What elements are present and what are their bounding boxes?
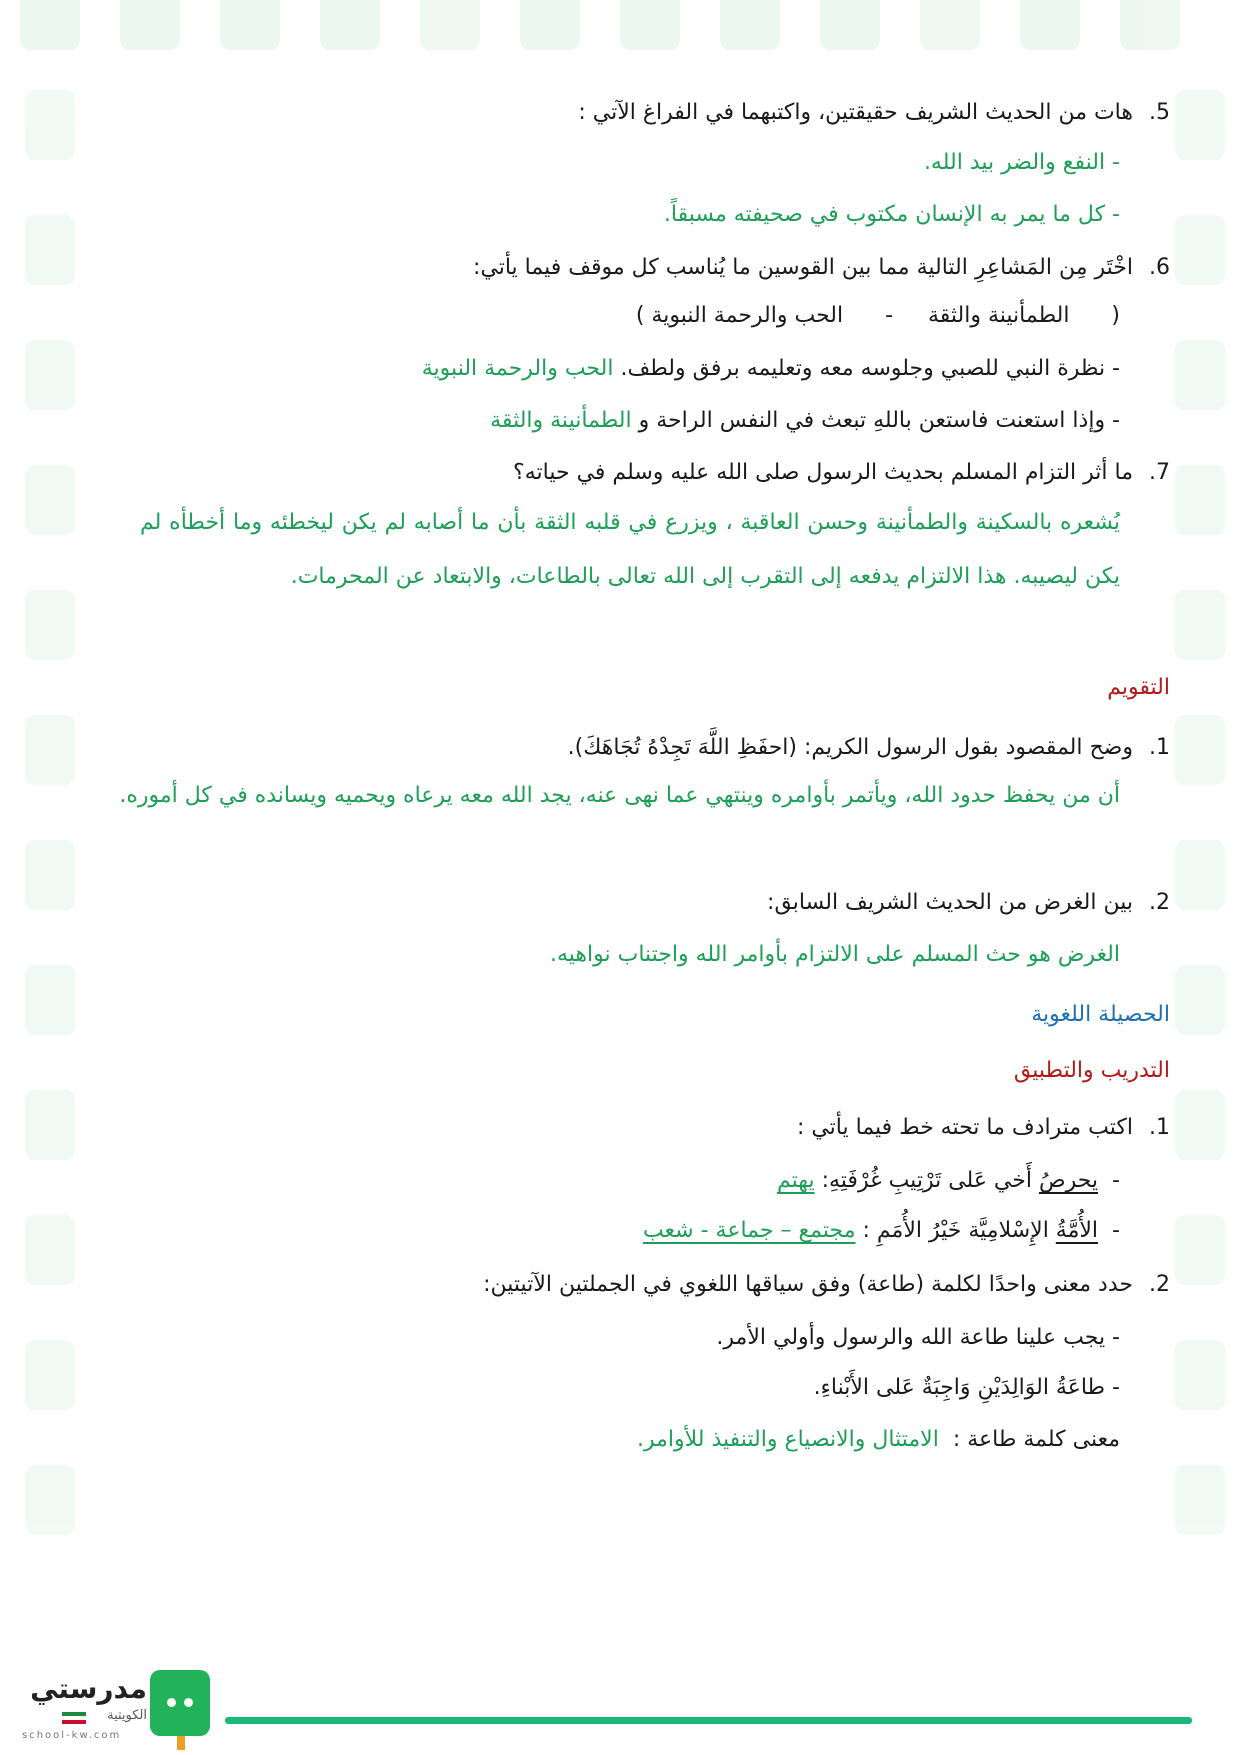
evaluation-heading: التقويم <box>1107 675 1170 700</box>
school-logo <box>22 1670 212 1750</box>
linguistic-heading: الحصيلة اللغوية <box>1031 1002 1170 1027</box>
ling-q1-item-2: - الأُمَّةُ الإِسْلامِيَّة خَيْرُ الأُمَمِ : مجتمع – جماعة - شعب <box>642 1218 1120 1243</box>
ling-q1-item-1: - يحرصُ أَخي عَلى تَرْتِيبِ غُرْفَتِهِ: يهتم <box>777 1168 1120 1193</box>
ling-q2-item-2: - طاعَةُ الوَالِدَيْنِ وَاجِبَةٌ عَلى الأَبْناءِ. <box>813 1375 1120 1400</box>
ling-q2-item-1: - يجب علينا طاعة الله والرسول وأولي الأمر. <box>716 1325 1120 1350</box>
eval-q2-question: 2. بين الغرض من الحديث الشريف السابق: <box>767 890 1170 915</box>
q5-question: 5. هات من الحديث الشريف حقيقتين، واكتبهما في الفراغ الآتي : <box>578 100 1170 125</box>
eval-q1-answer: أن من يحفظ حدود الله، ويأتمر بأوامره وينتهي عما نهى عنه، يجد الله معه يرعاه ويحميه ويسانده في كل أموره. <box>119 783 1120 808</box>
footer-divider <box>225 1717 1192 1724</box>
q6-item-2: - وإذا استعنت فاستعن باللهِ تبعث في النفس الراحة و الطمأنينة والثقة <box>490 408 1120 433</box>
q5-answer-2: - كل ما يمر به الإنسان مكتوب في صحيفته مسبقاً. <box>663 202 1120 227</box>
q6-choices: ( الطمأنينة والثقة - الحب والرحمة النبوية ) <box>635 303 1120 328</box>
logo-badge-icon <box>150 1670 210 1736</box>
eval-q2-answer: الغرض هو حث المسلم على الالتزام بأوامر الله واجتناب نواهيه. <box>549 942 1120 967</box>
q6-item-1-answer: الحب والرحمة النبوية <box>421 356 614 381</box>
q7-question: 7. ما أثر التزام المسلم بحديث الرسول صلى الله عليه وسلم في حياته؟ <box>513 460 1170 485</box>
watermark-row <box>0 0 1241 50</box>
logo-text: مدرستي <box>30 1672 147 1705</box>
q7-answer: يُشعره بالسكينة والطمأنينة وحسن العاقبة ، ويزرع في قلبه الثقة بأن ما أصابه لم يكن ليخطئه وما أخطأه لم يكن ليصيبه. هذا الالتزام يدفعه إلى التقرب إلى الله تعالى بالطاعات، والابتعاد عن المحرمات. <box>140 510 1120 589</box>
ling-q1-item-2-answer: مجتمع – جماعة - شعب <box>642 1218 856 1243</box>
ling-q1-question: 1. اكتب مترادف ما تحته خط فيما يأتي : <box>796 1115 1170 1140</box>
ling-q1-item-1-answer: يهتم <box>777 1168 815 1193</box>
logo-subtitle: الكويتية <box>107 1708 147 1723</box>
eval-q1-question: 1. وضح المقصود بقول الرسول الكريم: (احفَظِ اللَّهَ تَجِدْهُ تُجَاهَكَ). <box>567 735 1170 760</box>
ling-q2-question: 2. حدد معنى واحدًا لكلمة (طاعة) وفق سياقها اللغوي في الجملتين الآتيتين: <box>483 1272 1170 1297</box>
watermark-column-right <box>1175 90 1235 1590</box>
ling-q2-meaning-answer: الامتثال والانصياع والتنفيذ للأوامر. <box>636 1427 939 1452</box>
q6-item-2-answer: الطمأنينة والثقة <box>490 408 632 433</box>
practice-heading: التدريب والتطبيق <box>1013 1058 1170 1083</box>
ling-q2-meaning: معنى كلمة طاعة : الامتثال والانصياع والتنفيذ للأوامر. <box>636 1427 1120 1452</box>
logo-url: school-kw.com <box>22 1730 122 1741</box>
q6-item-1: - نظرة النبي للصبي وجلوسه معه وتعليمه برفق ولطف. الحب والرحمة النبوية <box>421 356 1120 381</box>
watermark-column-left <box>25 90 85 1590</box>
q6-question: 6. اخْتَر مِن المَشاعِرِ التالية مما بين القوسين ما يُناسب كل موقف فيما يأتي: <box>472 255 1170 280</box>
q5-answer-1: - النفع والضر بيد الله. <box>923 150 1120 175</box>
